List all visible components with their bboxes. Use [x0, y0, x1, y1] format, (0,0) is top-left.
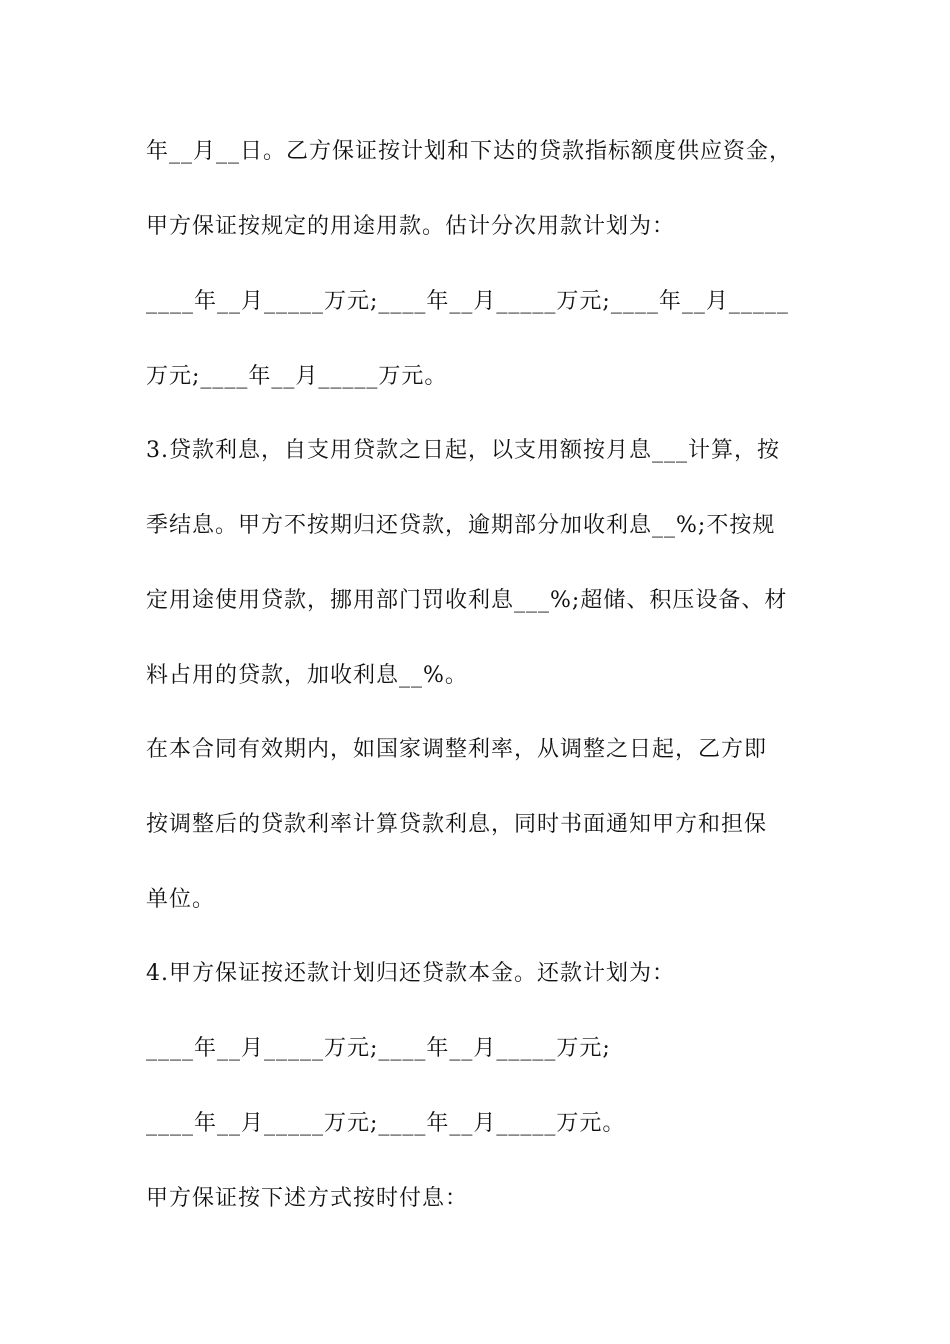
text-line: ____年__月_____万元;____年__月_____万元; [146, 1036, 611, 1061]
text-line: 4.甲方保证按还款计划归还贷款本金。还款计划为： [146, 961, 675, 986]
text-line: 在本合同有效期内，如国家调整利率，从调整之日起，乙方即 [146, 737, 768, 762]
text-line: 按调整后的贷款利率计算贷款利息，同时书面通知甲方和担保 [146, 812, 768, 837]
text-line: 甲方保证按下述方式按时付息： [146, 1186, 469, 1211]
text-line: 年__月__日。乙方保证按计划和下达的贷款指标额度供应资金， [146, 139, 793, 164]
text-line: 料占用的贷款，加收利息__%。 [146, 663, 468, 688]
text-line: 季结息。甲方不按期归还贷款，逾期部分加收利息__%;不按规 [146, 513, 776, 538]
text-line: ____年__月_____万元;____年__月_____万元;____年__月_____ [146, 289, 789, 314]
text-line: 3.贷款利息，自支用贷款之日起，以支用额按月息___计算，按 [146, 438, 780, 463]
text-line: 甲方保证按规定的用途用款。估计分次用款计划为： [146, 214, 676, 239]
text-line: 万元;____年__月_____万元。 [146, 364, 448, 389]
text-line: ____年__月_____万元;____年__月_____万元。 [146, 1111, 626, 1136]
text-line: 定用途使用贷款，挪用部门罚收利息___%;超储、积压设备、材 [146, 588, 788, 613]
text-line: 单位。 [146, 887, 216, 912]
